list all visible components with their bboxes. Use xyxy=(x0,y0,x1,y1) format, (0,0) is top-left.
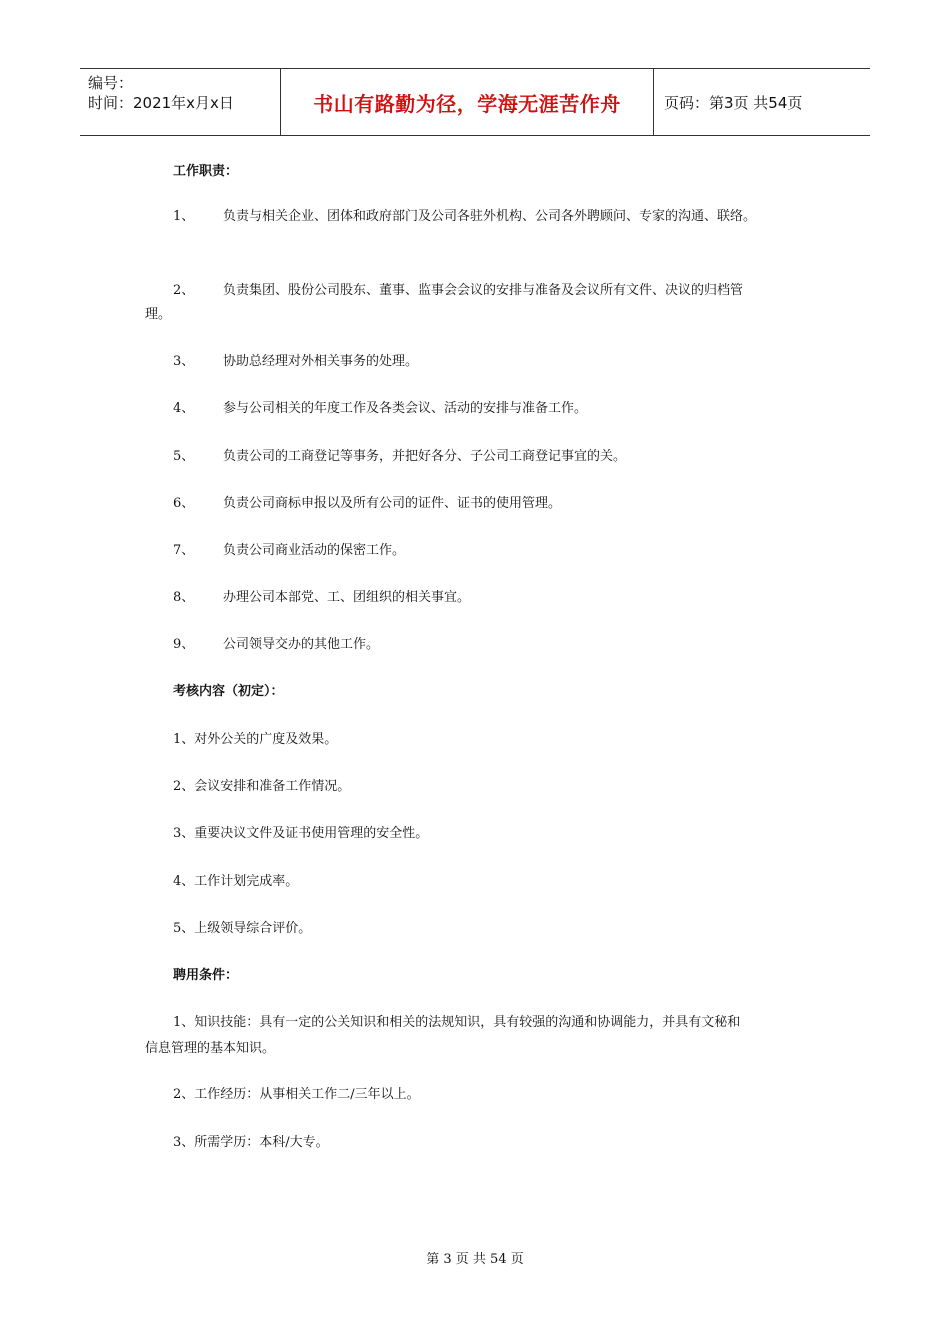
doc-time-label: 时间：2021年x月x日 xyxy=(88,94,234,112)
list-item: 2、工作经历：从事相关工作二/三年以上。 xyxy=(173,1087,420,1102)
list-item: 2、会议安排和准备工作情况。 xyxy=(173,779,351,794)
list-item-text: 办理公司本部党、工、团组织的相关事宜。 xyxy=(223,590,471,605)
list-item-text: 负责与相关企业、团体和政府部门及公司各驻外机构、公司各外聘顾问、专家的沟通、联络。 xyxy=(223,209,757,224)
list-item-number: 2、 xyxy=(173,283,195,298)
list-item-text: 负责公司商标申报以及所有公司的证件、证书的使用管理。 xyxy=(223,496,562,511)
doc-number-label: 编号： xyxy=(88,74,134,92)
list-item-text: 公司领导交办的其他工作。 xyxy=(223,637,380,652)
list-item-number: 7、 xyxy=(173,543,195,558)
list-item: 3、所需学历：本科/大专。 xyxy=(173,1135,329,1150)
list-item: 5、上级领导综合评价。 xyxy=(173,921,312,936)
list-item: 1、知识技能：具有一定的公关知识和相关的法规知识，具有较强的沟通和协调能力，并具有文秘和 xyxy=(173,1015,741,1030)
list-item-continuation: 信息管理的基本知识。 xyxy=(145,1041,276,1056)
list-item-text: 负责集团、股份公司股东、董事、监事会会议的安排与准备及会议所有文件、决议的归档管 xyxy=(223,283,744,298)
list-item-number: 9、 xyxy=(173,637,195,652)
header-meta xyxy=(80,69,281,135)
page-footer: 第 3 页 共 54 页 xyxy=(426,1252,524,1267)
list-item: 1、对外公关的广度及效果。 xyxy=(173,732,338,747)
list-item-text: 负责公司商业活动的保密工作。 xyxy=(223,543,406,558)
list-item-number: 8、 xyxy=(173,590,195,605)
list-item-text: 协助总经理对外相关事务的处理。 xyxy=(223,354,419,369)
list-item-number: 3、 xyxy=(173,354,195,369)
list-item-number: 5、 xyxy=(173,449,195,464)
list-item: 3、重要决议文件及证书使用管理的安全性。 xyxy=(173,826,429,841)
list-item: 4、工作计划完成率。 xyxy=(173,874,299,889)
list-item-number: 6、 xyxy=(173,496,195,511)
list-item-continuation: 理。 xyxy=(145,307,172,322)
header-page-number: 页码：第3页 共54页 xyxy=(664,93,803,112)
list-item-number: 1、 xyxy=(173,209,195,224)
page-header xyxy=(80,68,870,136)
header-motto: 书山有路勤为径，学海无涯苦作舟 xyxy=(281,69,654,135)
list-item-text: 负责公司的工商登记等事务，并把好各分、子公司工商登记事宜的关。 xyxy=(223,449,627,464)
section-heading-requirements: 聘用条件： xyxy=(173,968,239,983)
section-heading-assessment: 考核内容（初定）： xyxy=(173,684,284,699)
section-heading-duties: 工作职责： xyxy=(173,164,239,179)
list-item-text: 参与公司相关的年度工作及各类会议、活动的安排与准备工作。 xyxy=(223,401,588,416)
list-item-number: 4、 xyxy=(173,401,195,416)
